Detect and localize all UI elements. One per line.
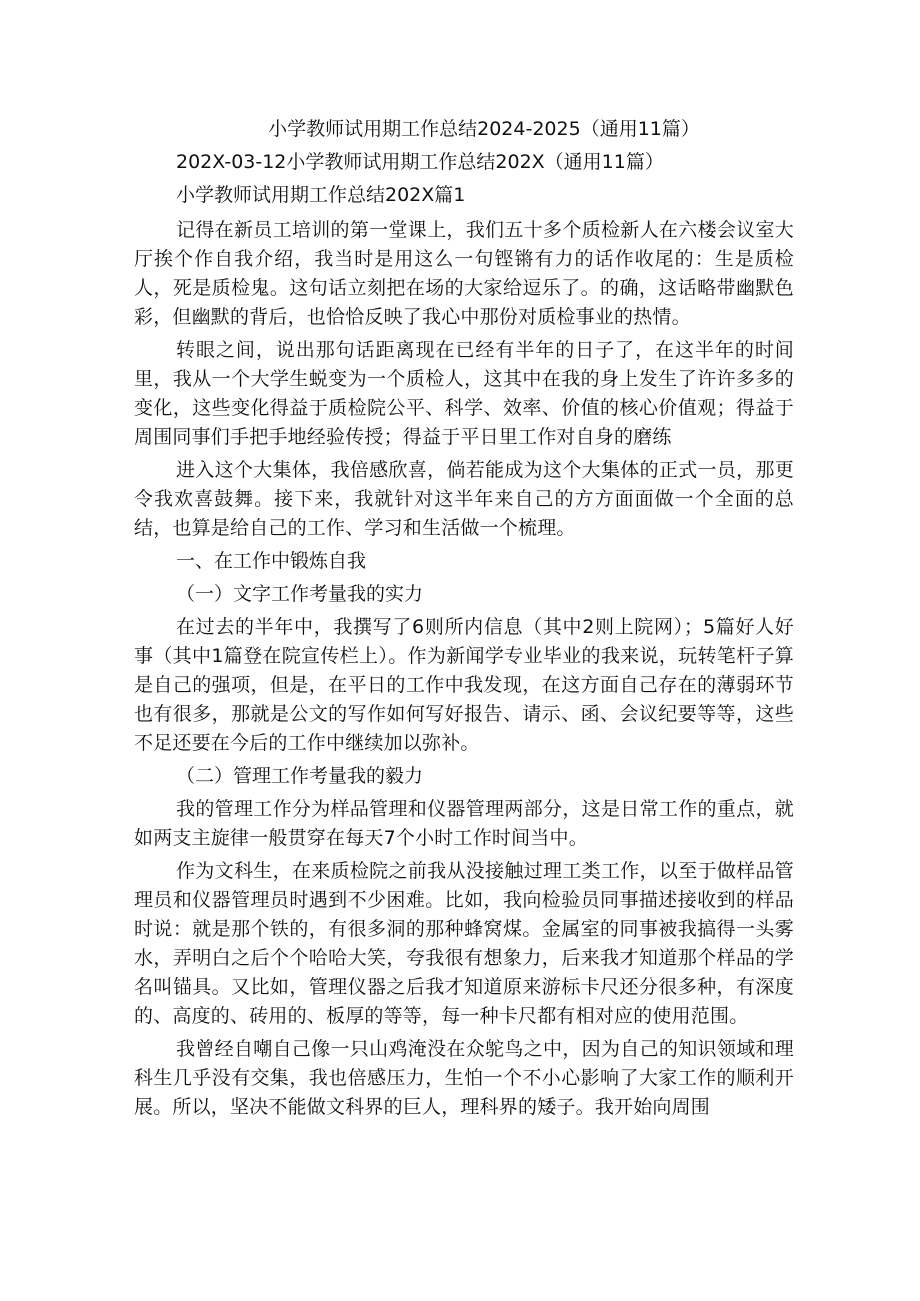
paragraph: 记得在新员工培训的第一堂课上，我们五十多个质检新人在六楼会议室大厅挨个作自我介绍，我当时是用这么一句铿锵有力的话作收尾的：生是质检人，死是质检鬼。这句话立刻把在场的大家给逗乐了。的确，这话略带幽默色彩，但幽默的背后，也恰恰反映了我心中那份对质检事业的热情。 (134, 219, 794, 328)
document-body (134, 112, 794, 1122)
section-title: 小学教师试用期工作总结202X篇1 (176, 184, 466, 206)
paragraph: 我的管理工作分为样品管理和仪器管理两部分，这是日常工作的重点，就如两支主旋律一般贯穿在每天7个小时工作时间当中。 (134, 798, 794, 849)
heading-work: 一、在工作中锻炼自我 (176, 550, 367, 572)
paragraph: 转眼之间，说出那句话距离现在已经有半年的日子了，在这半年的时间里，我从一个大学生蜕变为一个质检人，这其中在我的身上发生了许许多多的变化，这些变化得益于质检院公平、科学、效率、价值的核心价值观；得益于周围同事们手把手地经验传授；得益于平日里工作对自身的磨练 (134, 339, 794, 448)
paragraph: 我曾经自嘲自己像一只山鸡淹没在众鸵鸟之中，因为自己的知识领域和理科生几乎没有交集，我也倍感压力，生怕一个不小心影响了大家工作的顺利开展。所以，坚决不能做文科界的巨人，理科界的矮子。我开始向周围 (134, 1038, 794, 1118)
date-line: 202X-03-12小学教师试用期工作总结202X（通用11篇） (176, 151, 664, 173)
heading-management-work: （二）管理工作考量我的毅力 (176, 765, 424, 787)
paragraph: 作为文科生，在来质检院之前我从没接触过理工类工作，以至于做样品管理员和仪器管理员时遇到不少困难。比如，我向检验员同事描述接收到的样品时说：就是那个铁的，有很多洞的那种蜂窝煤。金属室的同事被我搞得一头雾水，弄明白之后个个哈哈大笑，夸我很有想象力，后来我才知道那个样品的学名叫锚具。又比如，管理仪器之后我才知道原来游标卡尺还分很多种，有深度的、高度的、砖用的、板厚的等等，每一种卡尺都有相对应的使用范围。 (134, 860, 794, 1027)
document-title: 小学教师试用期工作总结2024-2025（通用11篇） (268, 118, 700, 140)
heading-writing-work: （一）文字工作考量我的实力 (176, 583, 424, 605)
paragraph: 进入这个大集体，我倍感欣喜，倘若能成为这个大集体的正式一员，那更令我欢喜鼓舞。接下来，我就针对这半年来自己的方方面面做一个全面的总结，也算是给自己的工作、学习和生活做一个梳理。 (134, 459, 794, 539)
paragraph: 在过去的半年中，我撰写了6则所内信息（其中2则上院网）；5篇好人好事（其中1篇登在院宣传栏上）。作为新闻学专业毕业的我来说，玩转笔杆子算是自己的强项，但是，在平日的工作中我发现，在这方面自己存在的薄弱环节也有很多，那就是公文的写作如何写好报告、请示、函、会议纪要等等，这些不足还要在今后的工作中继续加以弥补。 (134, 616, 794, 754)
